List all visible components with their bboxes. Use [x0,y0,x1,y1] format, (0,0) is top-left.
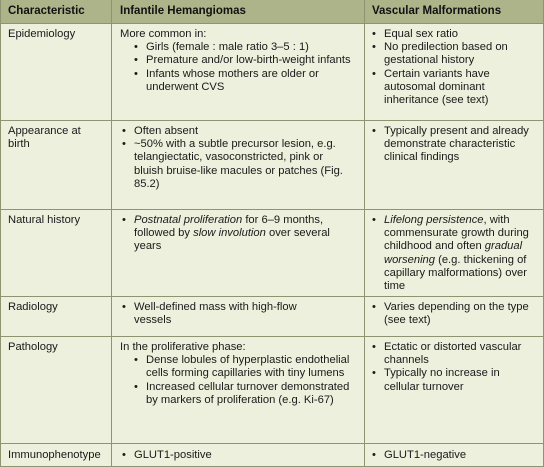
row-label-radiology: Radiology [8,301,58,313]
list-item: • Often absent [120,125,345,138]
lifelong-persistence-text: Lifelong persistence [384,214,484,226]
list-item [120,214,338,254]
row-label-pathology: Pathology [8,341,58,353]
column-divider [111,0,112,467]
row-divider [0,209,544,210]
row-label-appearance: Appearance at birth [8,125,81,151]
column-divider [364,0,365,467]
list-item: • Well-defined mass with high-flow vessels [120,301,320,327]
row-label-natural-history: Natural history [8,214,81,226]
list-item-text: for 6–9 months, followed by [134,214,324,240]
epidemiology-ih-cell [120,28,358,94]
appearance-vm-cell [370,125,530,165]
header-infantile-hemangiomas: Infantile Hemangiomas [120,5,246,17]
list-item: • Dense lobules of hyperplastic endothelial cells forming capillaries with tiny lumens [120,354,350,380]
natural-history-ih-cell [120,214,338,254]
list-item: • Girls (female : male ratio 3–5 : 1) [120,41,358,54]
row-divider [0,23,544,24]
epidemiology-vm-cell [370,28,538,107]
list-item-text: over several years [134,227,330,253]
list-item: • Infants whose mothers are older or underwent CVS [120,68,358,94]
slow-involution-text: slow involution [193,227,266,240]
list-item: • Equal sex ratio [370,28,538,41]
list-item: • Premature and/or low-birth-weight infants [120,54,358,67]
list-item: • No predilection based on gestational history [370,41,538,67]
row-divider [0,443,544,444]
row-label-immunophenotype: Immunophenotype [8,449,101,461]
row-divider [0,336,544,337]
header-vascular-malformations: Vascular Malformations [372,5,502,17]
row-divider [0,120,544,121]
radiology-ih-cell [120,301,320,327]
list-item: • ~50% with a subtle precursor lesion, e.g. telangiectatic, vasoconstricted, pink or bluish bruise-like macules or patches (Fig. 85.2) [120,138,345,191]
list-item: • GLUT1-negative [370,449,530,462]
list-item [370,214,540,293]
list-item-text: (e.g. thickening of capillary malformations) over time [384,253,527,293]
immunophenotype-vm-cell [370,449,530,462]
list-item: • Increased cellular turnover demonstrated by markers of proliferation (e.g. Ki-67) [120,381,350,407]
column-divider [0,0,1,467]
pathology-vm-cell [370,341,528,394]
immunophenotype-ih-cell [120,449,350,462]
row-label-epidemiology: Epidemiology [8,28,76,40]
appearance-ih-cell [120,125,345,191]
list-item: • Typically present and already demonstrate characteristic clinical findings [370,125,530,165]
list-item: • Varies depending on the type (see text) [370,301,534,327]
header-characteristic: Characteristic [8,5,85,17]
list-item: • Ectatic or distorted vascular channels [370,341,528,367]
list-item: • Typically no increase in cellular turnover [370,367,528,393]
postnatal-proliferation-text: Postnatal proliferation [134,214,243,226]
list-item: • Certain variants have autosomal dominant inheritance (see text) [370,68,538,108]
list-item: • GLUT1-positive [120,449,350,462]
radiology-vm-cell [370,301,534,327]
list-item-text: , with commensurate growth during childhood and often [384,214,529,253]
natural-history-vm-cell [370,214,540,293]
pathology-ih-cell [120,341,350,407]
pathology-ih-intro: In the proliferative phase: [120,341,246,353]
epidemiology-ih-intro: More common in: [120,28,207,40]
gradual-worsening-text: gradual worsening [384,240,523,266]
row-divider [0,296,544,297]
